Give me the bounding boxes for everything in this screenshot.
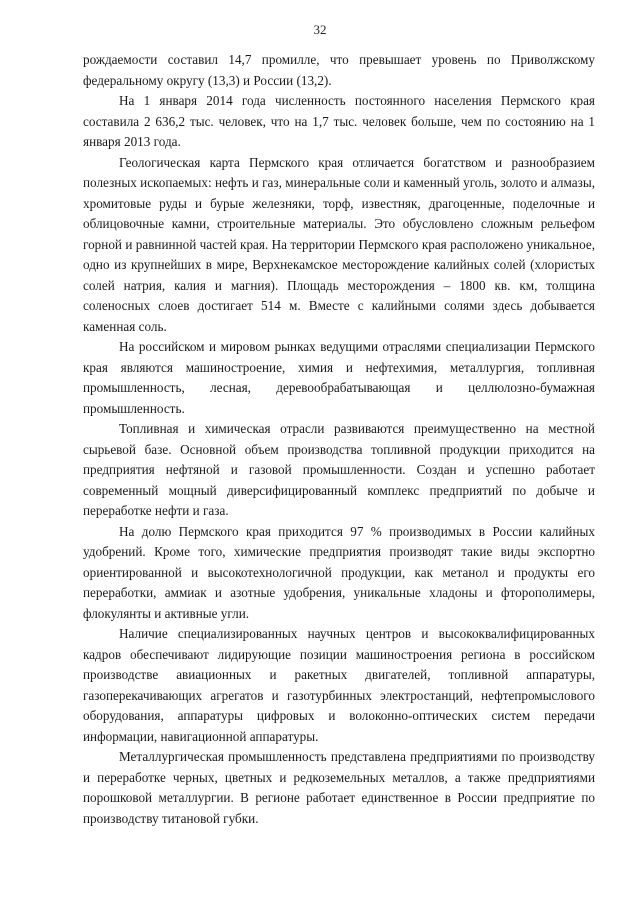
paragraph-fuel-chemical: Топливная и химическая отрасли развиваются преимущественно на местной сырьевой базе. Основной объем производства топливной продукции приходится на предприятия нефтяной и газовой промышленности. Создан и успешно работает современный мощный диверсифицированный комплекс предприятий по добыче и переработке нефти и газа. bbox=[83, 421, 595, 518]
document-body bbox=[83, 50, 595, 829]
paragraph-industries: На российском и мировом рынках ведущими отраслями специализации Пермского края являются машиностроение, химия и нефтехимия, металлургия, топливная промышленность, лесная, деревообрабатывающая и целлюлозно-бумажная промышленность. bbox=[83, 339, 595, 416]
paragraph-potash: На долю Пермского края приходится 97 % производимых в России калийных удобрений. Кроме того, химические предприятия производят такие виды экспортно ориентированной и высокотехнологичной продукции, как метанол и продукты его переработки, аммиак и азотные удобрения, уникальные хладоны и фторополимеры, флокулянты и активные угли. bbox=[83, 523, 595, 621]
paragraph-machinery: Наличие специализированных научных центров и высококвалифицированных кадров обеспечивают лидирующие позиции машиностроения региона в российском производстве авиационных и ракетных двигателей, топливной аппаратуры, газоперекачивающих агрегатов и газотурбинных электростанций, нефтепромыслового оборудования, аппаратуры цифровых и волоконно-оптических систем передачи информации, навигационной аппаратуры. bbox=[83, 626, 595, 744]
page-number: 32 bbox=[313, 22, 327, 37]
paragraph-population: На 1 января 2014 года численность постоянного населения Пермского края составила 2 636,2 тыс. человек, что на 1,7 тыс. человек больше, чем по состоянию на 1 января 2013 года. bbox=[83, 93, 595, 149]
paragraph-geology: Геологическая карта Пермского края отличается богатством и разнообразием полезных ископаемых: нефть и газ, минеральные соли и каменный уголь, золото и алмазы, хромитовые руды и бурые железняки, торф, известняк, драгоценные, поделочные и облицовочные камни, строительные материалы. Это обусловлено сложным рельефом горной и равнинной частей края. На территории Пермского края расположено уникальное, одно из крупнейших в мире, Верхнекамское месторождение калийных солей (хлористых солей натрия, калия и магния). Площадь месторождения – 1800 кв. км, толщина соленосных слоев достигает 514 м. Вместе с калийными солями здесь добывается каменная соль. bbox=[83, 154, 595, 334]
paragraph-metallurgy: Металлургическая промышленность представлена предприятиями по производству и переработке черных, цветных и редкоземельных металлов, а также предприятиями порошковой металлургии. В регионе работает единственное в России предприятие по производству титановой губки. bbox=[83, 749, 595, 826]
paragraph-continuation: рождаемости составил 14,7 промилле, что превышает уровень по Приволжскому федеральному округу (13,3) и России (13,2). bbox=[83, 52, 595, 88]
